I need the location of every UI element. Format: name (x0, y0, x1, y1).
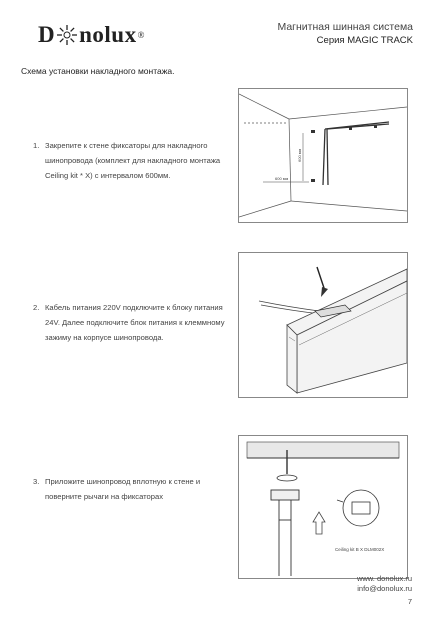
step-text-line: Кабель питания 220V подключите к блоку питания (45, 303, 223, 312)
step-2 (33, 300, 233, 345)
wall-fixators-drawing (239, 89, 407, 222)
step-text-line: Ceiling kit * X) с интервалом 600мм. (45, 171, 171, 180)
fig1-dim-vertical: 600 мм (297, 148, 302, 162)
brand-logo-suffix: nolux (79, 22, 137, 47)
figure-power-connection (238, 252, 408, 398)
step-text-line: поверните рычаги на фиксаторах (45, 492, 164, 501)
series-header (277, 21, 413, 46)
series-title: Серия MAGIC TRACK (316, 35, 413, 46)
step-number: 3. (33, 477, 40, 486)
sun-icon (56, 24, 78, 46)
brand-logo-prefix: D (38, 22, 56, 47)
step-text-line: Закрепите к стене фиксаторы для накладного (45, 141, 208, 150)
fig1-dim-horizontal: 600 мм (275, 176, 289, 181)
page-number: 7 (407, 597, 412, 606)
figure-wall-fixators (238, 88, 408, 223)
step-3 (33, 474, 233, 504)
registered-mark: ® (137, 30, 145, 40)
step-text-line: шинопровода (комплект для накладного монтажа (45, 156, 221, 165)
fig3-caption: Ceiling kit B X DLM002X (335, 547, 385, 552)
mount-track-drawing (239, 436, 407, 578)
footer-email: info@donolux.ru (357, 584, 412, 593)
step-text-line: зажиму на корпусе шинопровода. (45, 333, 164, 342)
section-title: Схема установки накладного монтажа. (21, 66, 175, 76)
step-1 (33, 138, 233, 183)
figure-mount-track (238, 435, 408, 579)
series-subtitle: Магнитная шинная система (277, 21, 413, 33)
brand-logo (38, 22, 145, 48)
power-connection-drawing (239, 253, 407, 397)
step-text-line: Приложите шинопровод вплотную к стене и (45, 477, 201, 486)
step-number: 1. (33, 141, 40, 150)
step-text-line: 24V. Далее подключите блок питания к клеммному (45, 318, 225, 327)
step-number: 2. (33, 303, 40, 312)
footer-website: www. donolux.ru (356, 574, 412, 583)
